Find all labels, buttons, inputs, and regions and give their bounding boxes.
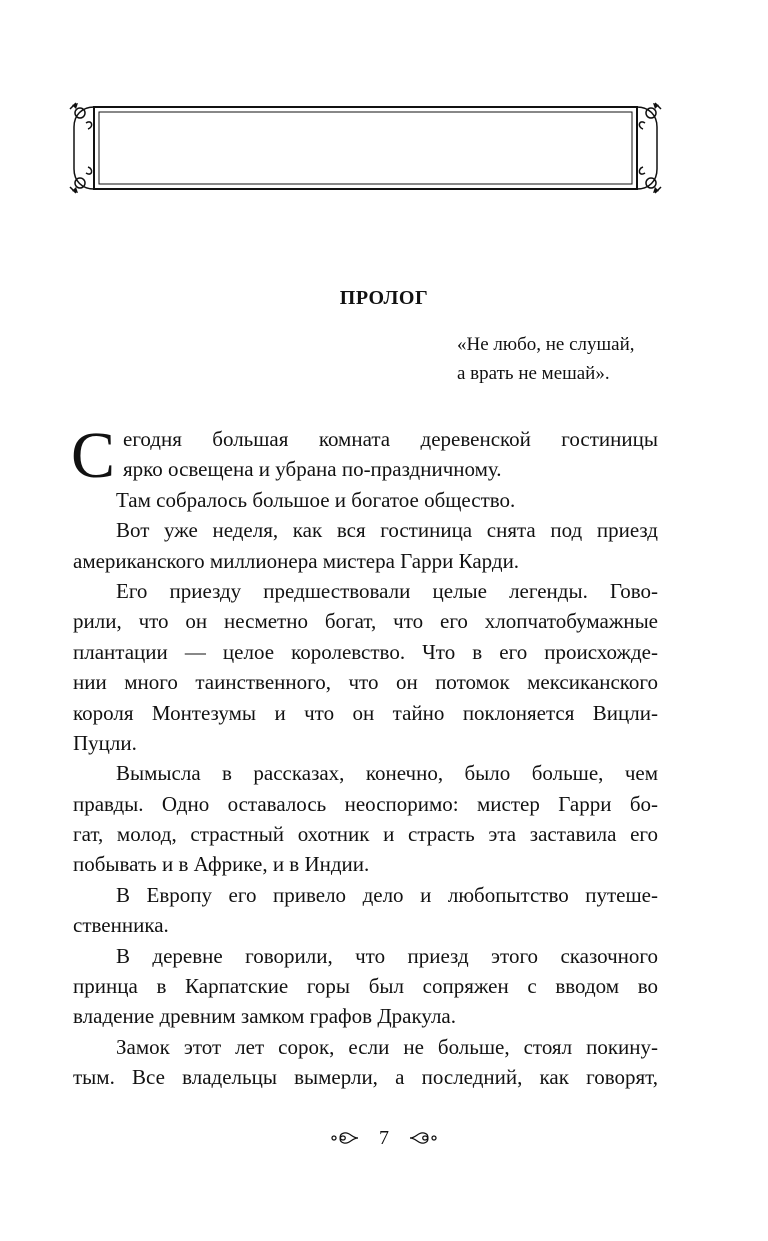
text-line: плантации — целое королевство. Что в его происхожде- — [73, 639, 658, 664]
ornament-frame-icon — [68, 101, 663, 195]
chapter-heading: ПРОЛОГ — [339, 287, 429, 309]
epigraph-line: а врать не мешай». — [457, 363, 610, 384]
text-line: Там собралось большое и богатое общество. — [116, 487, 516, 512]
text-line: Вот уже неделя, как вся гостиница снята под приезд — [116, 518, 658, 543]
text-line: Замок этот лет сорок, если не больше, стоял покину- — [116, 1034, 658, 1059]
text-line: владение древним замком графов Дракула. — [73, 1004, 456, 1029]
text-line: Пуцли. — [73, 730, 137, 755]
text-line: В деревне говорили, что приезд этого сказочного — [116, 943, 658, 968]
epigraph-line: «Не любо, не слушай, — [457, 334, 635, 355]
text-line: ственника. — [73, 913, 169, 938]
text-line: ярко освещена и убрана по-праздничному. — [123, 457, 502, 482]
text-line: рили, что он несметно богат, что его хлопчатобумажные — [73, 609, 658, 634]
text-line: американского миллионера мистера Гарри Карди. — [73, 548, 520, 573]
body-text — [71, 419, 658, 1093]
text-line: короля Монтезумы и что он тайно поклоняется Вицли- — [73, 700, 658, 725]
text-line: егодня большая комната деревенской гостиницы — [123, 427, 658, 451]
text-line: В Европу его привело дело и любопытство путеше- — [116, 882, 658, 907]
left-ornament-icon — [330, 1128, 360, 1148]
text-line: Вымысла в рассказах, конечно, было больше, чем — [116, 761, 658, 786]
text-line: правды. Одно оставалось неоспоримо: мистер Гарри бо- — [73, 791, 658, 816]
page-number: 7 — [379, 1126, 389, 1149]
drop-cap: С — [71, 419, 116, 492]
text-line: принца в Карпатские горы был сопряжен с вводом во — [73, 974, 658, 999]
text-line: гат, молод, страстный охотник и страсть эта заставила его — [73, 822, 658, 847]
text-line: тым. Все владельцы вымерли, а последний, как говорят, — [73, 1065, 658, 1090]
page-footer — [0, 1126, 768, 1150]
right-ornament-icon — [408, 1128, 438, 1148]
epigraph — [457, 330, 635, 388]
text-line: побывать и в Африке, и в Индии. — [73, 852, 370, 877]
text-line: Его приезду предшествовали целые легенды. Гово- — [116, 578, 658, 603]
text-line: нии много таинственного, что он потомок мексиканского — [73, 670, 658, 695]
decorative-frame — [68, 101, 663, 195]
